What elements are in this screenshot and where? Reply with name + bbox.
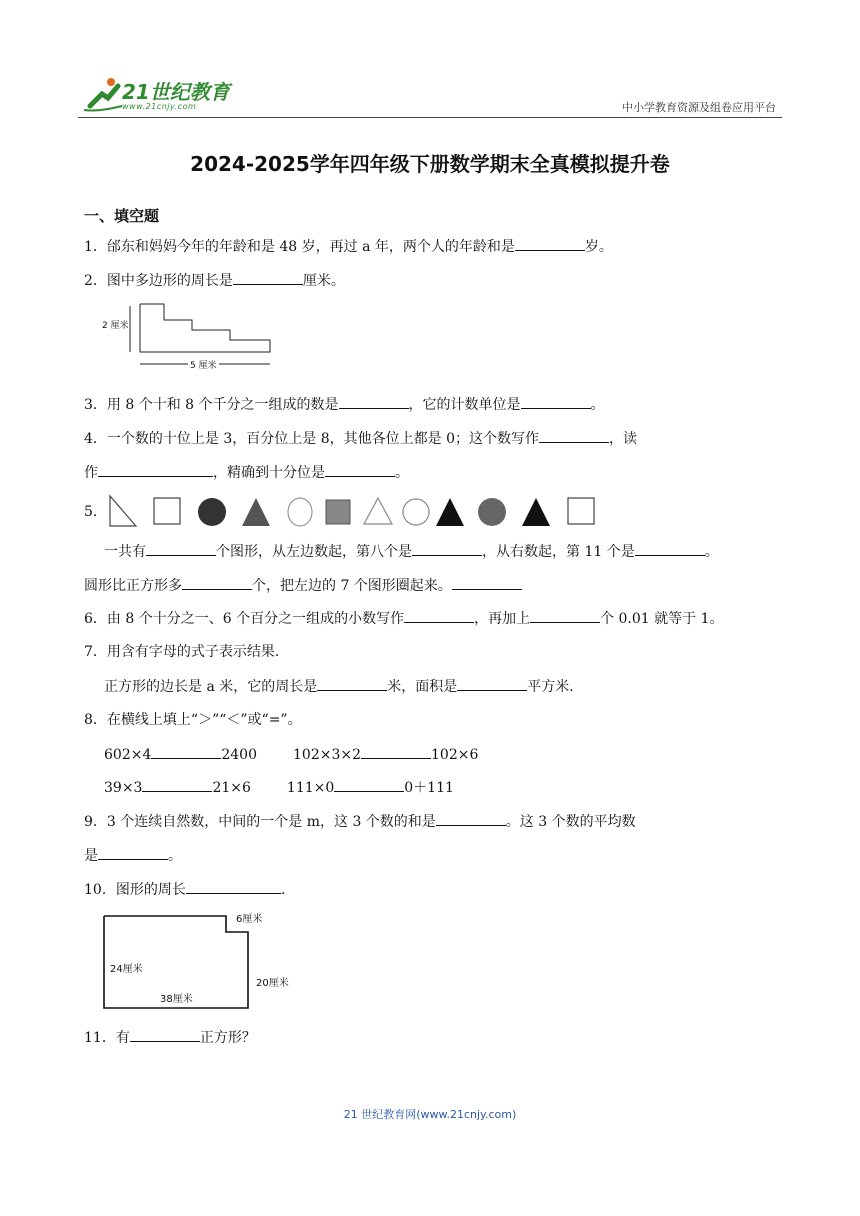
question-11: 11．有 正方形？ <box>84 1027 256 1048</box>
answer-blank[interactable] <box>233 270 303 285</box>
question-5-line1: 一共有 个图形，从左边数起，第八个是 ，从右数起，第 11 个是 。 <box>104 541 719 562</box>
answer-blank[interactable] <box>98 462 213 477</box>
logo-url-text: www.21cnjy.com <box>122 102 197 111</box>
question-8: 8．在横线上填上“＞”“＜”或“=”。 <box>84 712 302 728</box>
square-outline-icon <box>568 498 594 524</box>
answer-blank[interactable] <box>457 676 527 691</box>
question-3: 3．用 8 个十和 8 个千分之一组成的数是 ，它的计数单位是 。 <box>84 394 605 415</box>
dim-label-right: 20厘米 <box>256 978 289 989</box>
right-triangle-outline-icon <box>110 496 136 526</box>
question-8-row1: 602×4 2400 102×3×2 102×6 <box>104 744 478 765</box>
answer-blank[interactable] <box>436 811 506 826</box>
answer-blank[interactable] <box>339 394 409 409</box>
answer-blank[interactable] <box>539 428 609 443</box>
section-title: 一、填空题 <box>84 207 160 225</box>
circle-outline-icon <box>403 499 429 525</box>
dim-label-top-notch: 6厘米 <box>236 914 263 925</box>
triangle-dark-icon <box>242 498 270 526</box>
triangle-black-icon <box>436 498 464 526</box>
answer-blank[interactable] <box>635 541 705 556</box>
circle-outline-icon <box>288 498 312 526</box>
question-2: 2．图中多边形的周长是 厘米。 <box>84 270 345 291</box>
figure-width-label: 5 厘米 <box>188 358 219 371</box>
question-1: 1．邰东和妈妈今年的年龄和是 48 岁，再过 a 年，两个人的年龄和是 岁。 <box>84 236 613 257</box>
site-tagline: 中小学教育资源及组卷应用平台 <box>622 101 776 114</box>
answer-blank[interactable] <box>186 879 281 894</box>
answer-blank[interactable] <box>530 608 600 623</box>
staircase-polygon-figure <box>100 300 280 375</box>
shape-sequence <box>104 492 604 532</box>
answer-blank[interactable] <box>452 575 522 590</box>
question-9-cont: 是 。 <box>84 845 182 866</box>
question-5-number: 5． <box>84 504 107 520</box>
question-10: 10．图形的周长 . <box>84 879 285 900</box>
question-5-line2: 圆形比正方形多 个，把左边的 7 个图形圈起来。 <box>84 575 522 596</box>
answer-blank[interactable] <box>317 676 387 691</box>
question-4: 4．一个数的十位上是 3，百分位上是 8，其他各位上都是 0；这个数写作 ，读 <box>84 428 637 449</box>
answer-blank[interactable] <box>334 777 404 792</box>
answer-blank[interactable] <box>142 777 212 792</box>
answer-blank[interactable] <box>151 744 221 759</box>
answer-blank[interactable] <box>361 744 431 759</box>
question-7: 7．用含有字母的式子表示结果. <box>84 644 280 660</box>
answer-blank[interactable] <box>130 1027 200 1042</box>
circle-dark-icon <box>198 498 226 526</box>
answer-blank[interactable] <box>412 541 482 556</box>
square-outline-icon <box>154 498 180 524</box>
question-6: 6．由 8 个十分之一、6 个百分之一组成的小数写作 ，再加上 个 0.01 就等于 1。 <box>84 608 724 629</box>
question-7-line2: 正方形的边长是 a 米，它的周长是 米，面积是 平方米. <box>104 676 574 697</box>
question-9: 9．3 个连续自然数，中间的一个是 m，这 3 个数的和是 。这 3 个数的平均数 <box>84 811 636 832</box>
answer-blank[interactable] <box>98 845 168 860</box>
question-8-row2: 39×3 21×6 111×0 0＋111 <box>104 777 454 798</box>
question-4-cont: 作 ，精确到十分位是 。 <box>84 462 409 483</box>
answer-blank[interactable] <box>521 394 591 409</box>
answer-blank[interactable] <box>404 608 474 623</box>
answer-blank[interactable] <box>325 462 395 477</box>
answer-blank[interactable] <box>146 541 216 556</box>
logo-main-text: 21世纪教育 <box>122 80 230 104</box>
answer-blank[interactable] <box>182 575 252 590</box>
page-title: 2024-2025学年四年级下册数学期末全真模拟提升卷 <box>190 152 670 176</box>
dim-label-left: 24厘米 <box>110 964 143 975</box>
header-divider <box>78 117 782 118</box>
figure-height-label: 2 厘米 <box>102 318 129 331</box>
triangle-outline-icon <box>364 498 392 524</box>
circle-gray-icon <box>478 498 506 526</box>
answer-blank[interactable] <box>515 236 585 251</box>
triangle-black-icon <box>522 498 550 526</box>
footer-link[interactable]: 21 世纪教育网(www.21cnjy.com) <box>343 1108 517 1121</box>
square-gray-icon <box>326 500 350 524</box>
dim-label-bottom: 38厘米 <box>160 994 193 1005</box>
site-logo <box>78 72 248 116</box>
notched-rectangle-figure <box>100 908 300 1012</box>
